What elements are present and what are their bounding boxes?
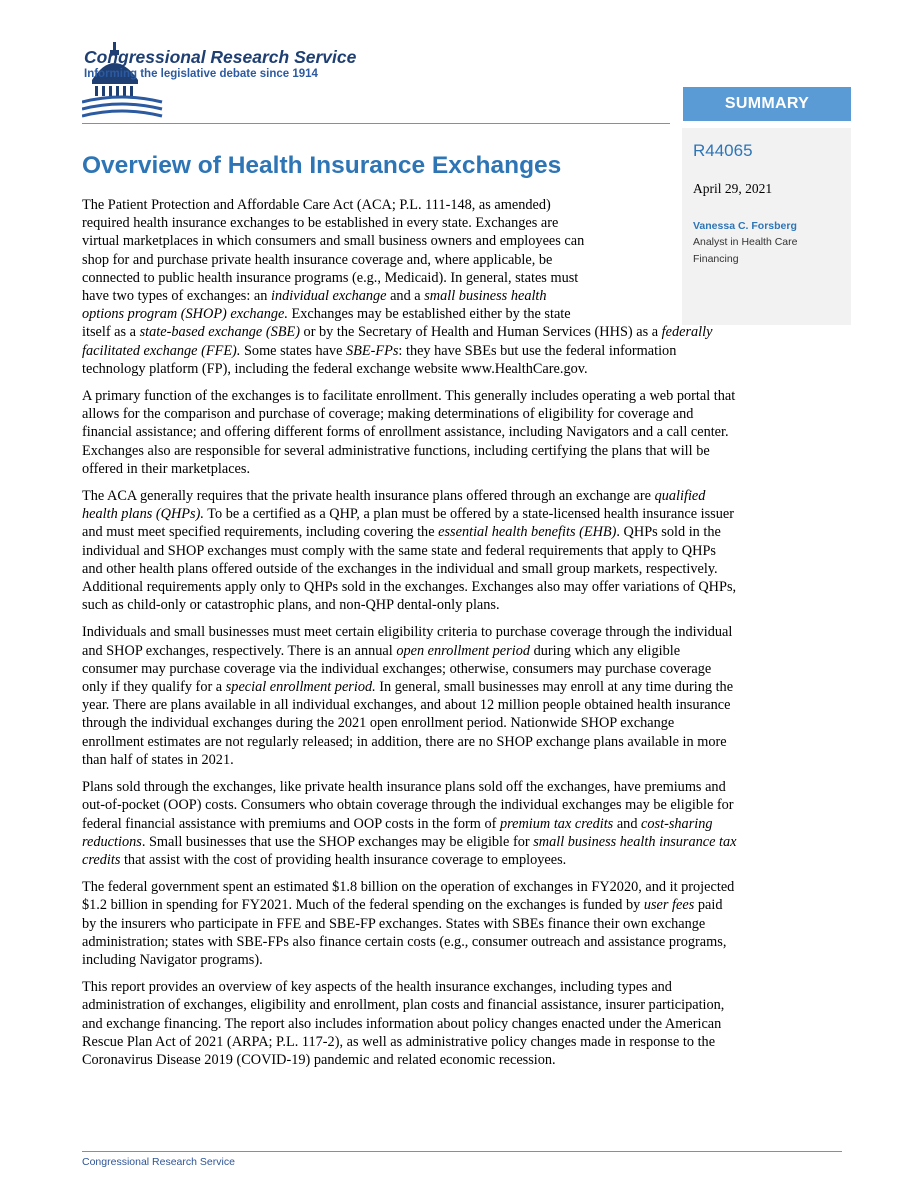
text-line [82,442,842,460]
text-run: including Navigator programs). [82,951,263,968]
text-line [82,578,842,596]
text-line [82,851,842,869]
text-run: individual and SHOP exchanges must comply with the same state and federal requirements that apply to QHPs [82,542,716,559]
text-line [82,778,842,796]
italic-term: reductions [82,833,142,850]
text-run: A primary function of the exchanges is to facilitate enrollment. This generally includes operating a web portal that [82,388,736,405]
org-name: Congressional Research Service [84,47,357,67]
text-run: . Small businesses that use the SHOP exchanges may be eligible for [141,833,534,850]
text-run: out-of-pocket (OOP) costs. Consumers who obtain coverage through the individual exchanges may be eligible for [82,797,734,814]
text-line [82,232,842,250]
text-line [82,996,842,1014]
summary-body [82,196,842,1078]
text-run: that assist with the cost of providing health insurance coverage to employees. [120,851,567,868]
text-run: required health insurance exchanges to be established in every state. Exchanges are [82,215,559,232]
text-run: Exchanges also are responsible for several administrative functions, including certifying the plans that will be [82,442,710,459]
text-run: and SHOP exchanges, respectively. There is an annual [82,642,397,659]
text-line [82,933,842,951]
text-line [82,660,842,678]
text-run: such as child-only or catastrophic plans, and non-QHP dental-only plans. [82,597,500,614]
text-line [82,1051,842,1069]
text-line [82,796,842,814]
text-line [82,214,842,232]
body-paragraph [82,487,842,614]
italic-term: user fees [643,897,695,914]
text-run: and exchange financing. The report also includes information about policy changes enacted under the American [82,1015,722,1032]
text-run: Rescue Plan Act of 2021 (ARPA; P.L. 117-2), as well as administrative policy changes made in response to the [82,1033,716,1050]
text-line [82,287,842,305]
text-run: and a [386,288,425,305]
text-run: allows for the comparison and purchase of coverage; making determinations of eligibility for coverage and [82,406,694,423]
text-run: In general, small businesses may enroll at any time during the [375,679,734,696]
text-run: . QHPs sold in the [616,524,721,541]
text-line [82,323,842,341]
text-run: Coronavirus Disease 2019 (COVID-19) pandemic and related economic recession. [82,1051,556,1068]
italic-term: premium tax credits [499,815,614,832]
text-line [82,269,842,287]
text-line [82,815,842,833]
text-run: Individuals and small businesses must meet certain eligibility criteria to purchase coverage through the individual [82,624,733,641]
italic-term: qualified [654,488,706,505]
text-run: : they have SBEs but use the federal information [398,342,677,359]
text-run: The ACA generally requires that the private health insurance plans offered through an exchange are [82,488,655,505]
summary-heading: SUMMARY [683,87,851,121]
text-line [82,678,842,696]
text-line [82,696,842,714]
text-run: technology platform (FP), including the federal exchange website www.HealthCare.gov. [82,360,588,377]
italic-term: essential health benefits (EHB) [438,524,617,541]
text-run: To be a certified as a QHP, a plan must be offered by a state-licensed health insurance issuer [203,506,734,523]
text-line [82,915,842,933]
report-number: R44065 [693,141,753,160]
footer-divider [82,1151,842,1152]
text-line [82,623,842,641]
text-line [82,387,842,405]
text-line [82,560,842,578]
italic-term: special enrollment period. [225,679,376,696]
body-paragraph [82,978,842,1069]
italic-term: federally [661,324,713,341]
text-run: or by the Secretary of Health and Human Services (HHS) as a [299,324,662,341]
text-line [82,487,842,505]
italic-term: small business health [424,288,547,305]
body-paragraph [82,387,842,478]
author-name: Vanessa C. Forsberg [693,220,797,232]
text-line [82,751,842,769]
text-run: The federal government spent an estimated $1.8 billion on the operation of exchanges in FY2020, and it projected [82,879,735,896]
text-line [82,523,842,541]
italic-term: health plans (QHPs). [82,506,204,523]
text-line [82,596,842,614]
italic-term: SBE-FPs [346,342,399,359]
text-line [82,505,842,523]
body-paragraph [82,878,842,969]
text-run: financial assistance; and offering different forms of enrollment assistance, including Navigators and a call center. [82,424,729,441]
text-run: offered in their marketplaces. [82,460,251,477]
text-run: through the individual exchanges during the 2021 open enrollment period. Nationwide SHOP exchange [82,715,675,732]
text-run: administration of exchanges, eligibility and enrollment, plan costs and financial assistance, insurer participation, [82,997,725,1014]
text-line [82,460,842,478]
text-line [82,342,842,360]
text-line [82,978,842,996]
text-line [82,714,842,732]
text-run: year. There are plans available in all individual exchanges, and about 12 million people obtained health insurance [82,697,731,714]
text-run: enrollment estimates are not regularly released; in addition, there are no SHOP exchange plans available in more [82,733,727,750]
text-run: and must meet specified requirements, including covering the [82,524,439,541]
header-divider [82,123,670,124]
text-run: consumer may purchase coverage via the individual exchanges; otherwise, consumers may purchase coverage [82,660,712,677]
text-run: and other health plans offered outside of the exchanges in the individual and small group markets, respectively. [82,560,718,577]
italic-term: small business health insurance tax [533,833,737,850]
text-run: federal financial assistance with premiums and OOP costs in the form of [82,815,500,832]
page-footer: Congressional Research Service [82,1156,235,1168]
italic-term: facilitated exchange (FFE). [82,342,241,359]
text-run: virtual marketplaces in which consumers and small business owners and employees can [82,233,585,250]
text-run: by the insurers who participate in FFE and SBE-FP exchanges. States with SBEs finance their own exchange [82,915,706,932]
text-line [82,733,842,751]
text-line [82,360,842,378]
italic-term: state-based exchange (SBE) [139,324,300,341]
text-line [82,542,842,560]
text-run: than half of states in 2021. [82,751,234,768]
text-line [82,896,842,914]
text-line [82,305,842,323]
body-paragraph [82,196,842,378]
page-title: Overview of Health Insurance Exchanges [82,152,562,179]
text-run: shop for and purchase private health insurance coverage and, where applicable, be [82,251,553,268]
text-run: paid [694,897,723,914]
italic-term: open enrollment period [396,642,530,659]
text-line [82,1015,842,1033]
text-line [82,423,842,441]
author-role-line: Analyst in Health Care [693,236,798,248]
report-date: April 29, 2021 [693,181,773,196]
text-run: and [613,815,642,832]
body-paragraph [82,778,842,869]
text-run: only if they qualify for a [82,679,226,696]
org-tagline: Informing the legislative debate since 1914 [84,68,318,80]
text-run: $1.2 billion in spending for FY2021. Much of the federal spending on the exchanges is funded by [82,897,644,914]
italic-term: options program (SHOP) exchange. [82,306,288,323]
text-run: have two types of exchanges: an [82,288,271,305]
text-run: administration; states with SBE-FPs also finance certain costs (e.g., consumer outreach and assistance programs, [82,933,727,950]
text-run: Exchanges may be established either by the state [287,306,571,323]
text-line [82,251,842,269]
text-line [82,196,842,214]
text-run: The Patient Protection and Affordable Care Act (ACA; P.L. 111-148, as amended) [82,197,551,213]
italic-term: cost-sharing [641,815,713,832]
italic-term: individual exchange [270,288,387,305]
text-line [82,405,842,423]
text-run: Plans sold through the exchanges, like private health insurance plans sold off the exchanges, have premiums and [82,779,726,796]
text-line [82,642,842,660]
text-line [82,951,842,969]
text-run: during which any eligible [530,642,681,659]
text-run: Some states have [240,342,347,359]
text-run: itself as a [82,324,140,341]
text-run: Additional requirements apply only to QHPs sold in the exchanges. Exchanges also may offer variations of QHPs, [82,579,737,596]
text-line [82,833,842,851]
text-line [82,1033,842,1051]
text-line [82,878,842,896]
text-run: connected to public health insurance programs (e.g., Medicaid). In general, states must [82,269,579,286]
author-role-line: Financing [693,253,739,265]
body-paragraph [82,623,842,769]
italic-term: credits [82,851,121,868]
text-run: This report provides an overview of key aspects of the health insurance exchanges, including types and [82,979,672,996]
